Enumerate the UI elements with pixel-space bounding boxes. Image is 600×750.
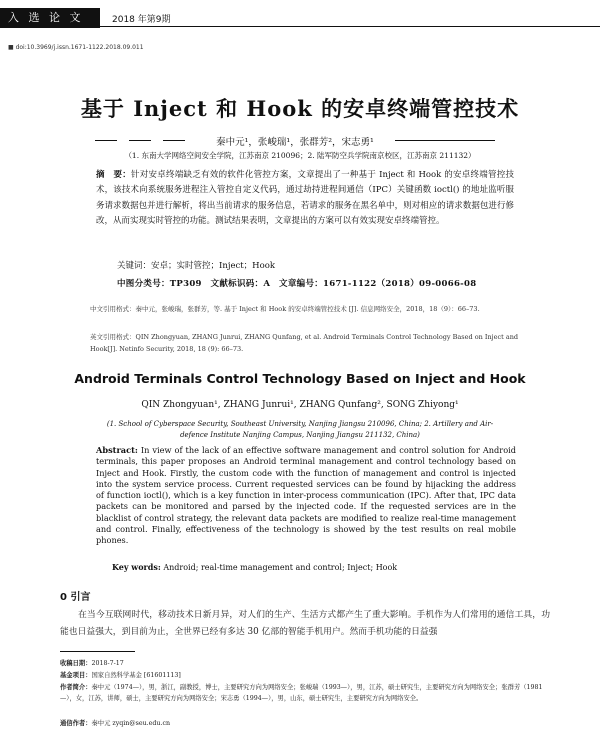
abstract-cn <box>96 168 514 229</box>
abstract-en <box>96 445 516 547</box>
body-paragraph: 在当今互联网时代，移动技术日新月异，对人们的生产、生活方式都产生了重大影响。手机作为人们常用的通信工具，功能也日益强大，到目前为止，全世界已经有多达 30 亿部的智能手机用户。然而手机功能的日益强 <box>60 610 550 637</box>
affiliation-cn: （1. 东南大学网络空间安全学院，江苏南京 210096；2. 陆军防空兵学院南京校区，江苏南京 211132） <box>124 151 476 160</box>
author-bio-text: 秦中元（1974—），男，浙江，副教授，博士，主要研究方向为网络安全；张峻瑞（1993—），男，江苏，硕士研究生，主要研究方向为网络安全；张群芳（1981—），女，江苏，讲师，硕士，主要研究方向为网络安全；宋志勇（1994—），男，山东，硕士研究生，主要研究方向为网络安全。 <box>60 684 543 702</box>
footnote-fund <box>60 670 550 681</box>
affiliation-en: (1. School of Cyberspace Security, Southeast University, Nanjing Jiangsu 210096, China; 2. Artillery and Air-defence Institute Nanjing Campus, Nanjing Jiangsu 211132, China) <box>106 420 494 439</box>
fund-text: 国家自然科学基金 [61601113] <box>91 672 181 679</box>
header-rule <box>100 26 600 27</box>
keywords-en <box>112 562 397 572</box>
authors-cn: 秦中元¹，张峻瑞¹，张群芳²，宋志勇¹ <box>213 137 377 148</box>
paper-title-en: Android Terminals Control Technology Based on Inject and Hook <box>74 371 526 386</box>
authors-cn-block <box>95 134 495 146</box>
abstract-en-text: In view of the lack of an effective software management and control solution for Android terminals, this paper proposes an Android terminal management and control technology based on Inject and Hook. Firstly, the custom code with the function of management and control is injected into the system service process. Current requested services can be found by hijacking the address of function ioctl(), which is a key function in inter-process communication (IPC). After that, IPC data packets can be monitored and parsed by the injected code. If the requested services are in the blacklist of control strategy, the relevant data packets are modified to realize real-time management and control. Finally, effectiveness of the technology is showed by the test results on real mobile phones. <box>96 445 516 546</box>
journal-header <box>0 2 600 28</box>
received-date: 2018-7-17 <box>91 660 124 667</box>
received-label: 收稿日期： <box>60 660 92 667</box>
abstract-en-label: Abstract: <box>96 445 138 455</box>
fund-label: 基金项目： <box>60 672 92 679</box>
keywords-en-label: Key words: <box>112 562 161 572</box>
journal-section-tag: 入 选 论 文 <box>0 8 100 28</box>
footnote-authors <box>60 682 550 704</box>
footnote-received <box>60 658 550 669</box>
section-heading: 0 引言 <box>60 592 91 603</box>
paper-title-cn: 基于 Inject 和 Hook 的安卓终端管控技术 <box>80 96 520 121</box>
citation-cn: 中文引用格式：秦中元，张峻瑞，张群芳，等. 基于 Inject 和 Hook 的安卓终端管控技术 [J]. 信息网络安全，2018，18（9）：66–73. <box>90 305 480 313</box>
keywords-cn: 关键词：安卓；实时管控；Inject；Hook <box>117 261 275 271</box>
footnote-contact <box>60 718 550 729</box>
abstract-cn-label: 摘 要： <box>96 170 132 180</box>
classification-cn: 中图分类号：TP309 文献标识码：A 文章编号：1671-1122（2018）09-0066-08 <box>117 279 477 289</box>
contact-label: 通信作者： <box>60 720 92 727</box>
doi-line: ■ doi:10.3969/j.issn.1671-1122.2018.09.011 <box>8 44 144 51</box>
authors-en: QIN Zhongyuan¹, ZHANG Junrui¹, ZHANG Qunfang², SONG Zhiyong¹ <box>141 400 459 410</box>
contact-text: 秦中元 zyqin@seu.edu.cn <box>91 720 171 727</box>
footnote-rule <box>60 651 135 652</box>
abstract-cn-text: 针对安卓终端缺乏有效的软件化管控方案，文章提出了一种基于 Inject 和 Hook 的安卓终端管控技术，该技术向系统服务进程注入管控自定义代码，通过劫持进程间通信（IPC）关键函数 ioctl() 的地址监听服务请求数据包并进行解析，将出当前请求的服务信息，若请求的服务在黑名单中，则对相应的请求数据包进行修改，从而实现实时管控的功能。测试结果表明，文章提出的方案可以有效实现安卓终端管控。 <box>96 170 514 226</box>
keywords-en-text: Android; real-time management and control; Inject; Hook <box>160 563 398 572</box>
author-bio-label: 作者简介： <box>60 684 92 691</box>
journal-issue: 2018 年第9期 <box>112 15 171 25</box>
citation-en: 英文引用格式：QIN Zhongyuan, ZHANG Junrui, ZHANG Qunfang, et al. Android Terminals Control Technology Based on Inject and Hook[J]. Netinfo Security, 2018, 18 (9): 66–73. <box>90 333 519 353</box>
